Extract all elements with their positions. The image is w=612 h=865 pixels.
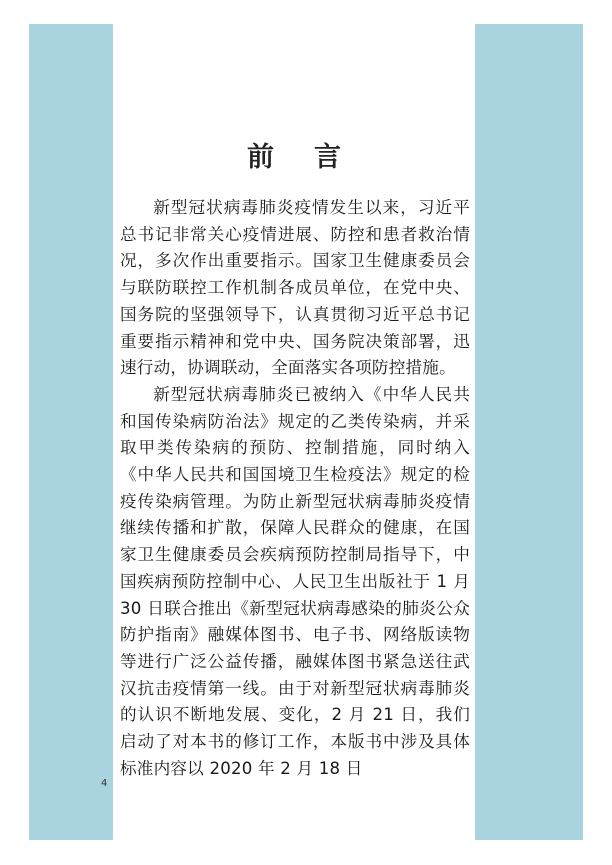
left-decorative-band <box>29 24 113 840</box>
right-decorative-band <box>475 24 583 840</box>
page-title: 前言 <box>247 142 381 173</box>
paragraph-2: 新型冠状病毒肺炎已被纳入《中华人民共和国传染病防治法》规定的乙类传染病，并采取甲类传染病的预防、控制措施，同时纳入《中华人民共和国国境卫生检疫法》规定的检疫传染病管理。为防止新型冠状病毒肺炎疫情继续传播和扩散，保障人民群众的健康，在国家卫生健康委员会疾病预防控制局指导下，中国疾病预防控制中心、人民卫生出版社于 1 月 30 日联合推出《新型冠状病毒感染的肺炎公众防护指南》融媒体图书、电子书、网络版读物等进行广泛公益传播，融媒体图书紧急送往武汉抗击疫情第一线。由于对新型冠状病毒肺炎的认识不断地发展、变化，2 月 21 日，我们启动了对本书的修订工作，本版书中涉及具体标准内容以 2020 年 2 月 18 日 <box>120 384 470 778</box>
paragraph-1: 新型冠状病毒肺炎疫情发生以来，习近平总书记非常关心疫情进展、防控和患者救治情况，多次作出重要指示。国家卫生健康委员会与联防联控工作机制各成员单位，在党中央、国务院的坚强领导下，认真贯彻习近平总书记重要指示精神和党中央、国务院决策部署，迅速行动，协调联动，全面落实各项防控措施。 <box>120 198 470 378</box>
page-number: 4 <box>101 778 108 789</box>
preface-body <box>120 195 470 782</box>
